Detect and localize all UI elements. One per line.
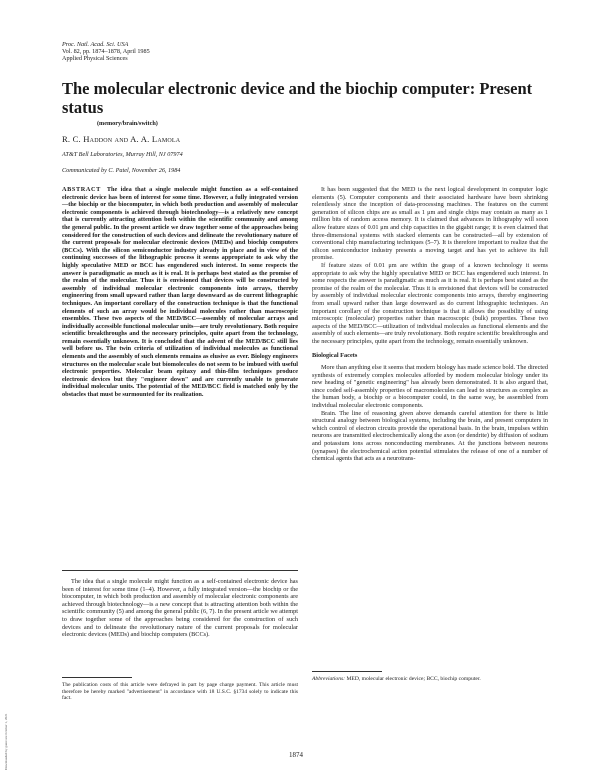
affiliation: AT&T Bell Laboratories, Murray Hill, NJ 07974 — [62, 151, 183, 158]
paragraph: If feature sizes of 0.01 μm are within the grasp of a known technology it seems appropriate to ask why the highly speculative MED or BCC has engendered such interest. In some respects the answer is paradigmatic as much as it is real. It is perhaps best stated as the promise of the realm of the molecular. Thus it is envisioned that devices will be constructed by assembly of individual molecular electronic components into arrays, thereby engineering from small upward rather than large downward as do current lithographic techniques. An important corollary of the construction technique is that it allows the possibility of using microscopic (molecular) properties rather than macroscopic (bulk) properties. These two aspects of the MED/BCC—utilization of individual molecules as functional elements and the assembly of such elements—are truly revolutionary. Both require scientific breakthroughs and the necessary principles, quite apart from the technology, remain essentially unknown. — [312, 261, 548, 345]
keywords: (memory/brain/switch) — [97, 120, 158, 127]
abstract-text: The idea that a single molecule might function as a self-contained electronic device has been of interest for some time. However, a fully integrated version—the biochip or the biocomputer, in which both production and assembly of molecular electronic components is achieved through biotechnology—is a relatively new concept that is currently attracting attention both within the scientific community and among the general public. In the present article we draw together some of the approaches being considered for the construction of such devices and delineate the revolutionary nature of the current proposals for molecular electronic devices (MEDs) and biochip computers (BCCs). With the silicon semiconductor industry already in place and in view of the continuing successes of the lithographic process it seems appropriate to ask why the highly speculative MED or BCC has engendered such interest. In some respects the answer is paradigmatic as much as it is real. It is perhaps best stated as the promise of the realm of the molecular. Thus it is envisioned that devices will be constructed by assembly of individual molecular electronic components into arrays, thereby engineering from small upward rather than large downward as do current lithographic techniques. An important corollary of the construction technique is that the functional elements of such an array would be individual molecules rather than macroscopic ensembles. These two aspects of the MED/BCC—assembly of molecular arrays and individually accessible functional molecular units—are truly revolutionary. Both require scientific breakthroughs and the necessary principles, quite apart from the technology, remain essentially unknown. It is concluded that the advent of the MED/BCC still lies well before us. The twin criteria of utilization of individual molecules as functional elements and the assembly of such elements remains as elusive as ever. Biology engineers structures on the molecular scale but biomolecules do not seem to be imbued with useful electronic properties. Molecular beam epitaxy and thin-film techniques produce electronic devices but they "engineer down" and are currently unable to generate individual molecular units. The potential of the MED/BCC field is matched only by the obstacles that must be surmounted for its realization. — [62, 186, 298, 399]
right-column — [312, 186, 548, 463]
abstract-divider — [62, 570, 298, 571]
intro-column-left — [62, 578, 298, 639]
footnote-divider — [62, 677, 132, 678]
abstract-label: ABSTRACT — [62, 186, 101, 193]
journal-name: Proc. Natl. Acad. Sci. USA — [62, 41, 129, 48]
abbreviations — [312, 676, 548, 683]
abbrev-divider — [312, 671, 382, 672]
download-notice: Downloaded by guest on October 1, 2021 — [4, 713, 8, 770]
journal-header — [62, 41, 150, 63]
page-number: 1874 — [289, 751, 303, 759]
article-title: The molecular electronic device and the biochip computer: Present status — [62, 79, 533, 117]
abbreviations-text: MED, molecular electronic device; BCC, biochip computer. — [346, 676, 481, 682]
abstract — [62, 186, 298, 399]
authors: R. C. Haddon and A. A. Lamola — [62, 134, 181, 144]
paragraph: Brain. The line of reasoning given above demands careful attention for there is little structural analogy between biological systems, including the brain, and present computers in which control of electron circuits provide the operational basis. In the brain, impulses within neurons are transmitted electrochemically along the axon (or dendrite) by diffusion of sodium and potassium ions across nonconducting membranes. At the junctions between neurons (synapses) the electrochemical action potential stimulates the release of one of a number of chemical agents that acts as a neurotrans- — [312, 409, 548, 463]
journal-volume: Vol. 82, pp. 1874–1878, April 1985 — [62, 48, 150, 56]
journal-section: Applied Physical Sciences — [62, 55, 128, 63]
paragraph: The idea that a single molecule might function as a self-contained electronic device has been of interest for some time (1–4). However, a fully integrated version—the biochip or the biocomputer, in which both production and assembly of molecular electronic components are achieved through biotechnology—is a new concept that is attracting attention both within the scientific community (5) and among the general public (6, 7). In the present article we attempt to draw together some of the approaches being considered for the construction of such devices and to delineate the revolutionary nature of the current proposals for molecular electronic devices (MEDs) and biochip computers (BCCs). — [62, 578, 298, 639]
paragraph: It has been suggested that the MED is the next logical development in computer logic elements (5). Computer components and their associated hardware have been shrinking relentlessly since the inception of data-processing machines. The features on the current generation of silicon chips are as small as 1 μm and single chips may contain as many as 1 million bits of random access memory. It is claimed that advances in lithography will soon allow feature sizes of 0.01 μm and chip capacities in the gigabit range; it is even claimed that three-dimensional systems with stacked elements can be constructed—all by extension of conventional chip manufacturing techniques (5–7). It is therefore important to realize that the silicon semiconductor industry presents a moving target and has yet to achieve its full promise. — [312, 186, 548, 262]
section-heading: Biological Facets — [312, 352, 358, 360]
footnote: The publication costs of this article were defrayed in part by page charge payment. This article must therefore be hereby marked "advertisement" in accordance with 18 U.S.C. §1734 solely to indicate this fact. — [62, 682, 298, 702]
communicated-line: Communicated by C. Patel, November 26, 1984 — [62, 167, 181, 174]
paragraph: More than anything else it seems that modern biology has made science bold. The directed synthesis of extremely complex molecules afforded by modern molecular biology under its new heading of "genetic engineering" has already been demonstrated. It is also argued that, since coded self-assembly properties of macromolecules can lead to structures as complex as the human body, a biochip or a biocomputer could, in the same way, be assembled from individual molecular electronic components. — [312, 364, 548, 410]
abbreviations-label: Abbreviations: — [312, 676, 346, 682]
